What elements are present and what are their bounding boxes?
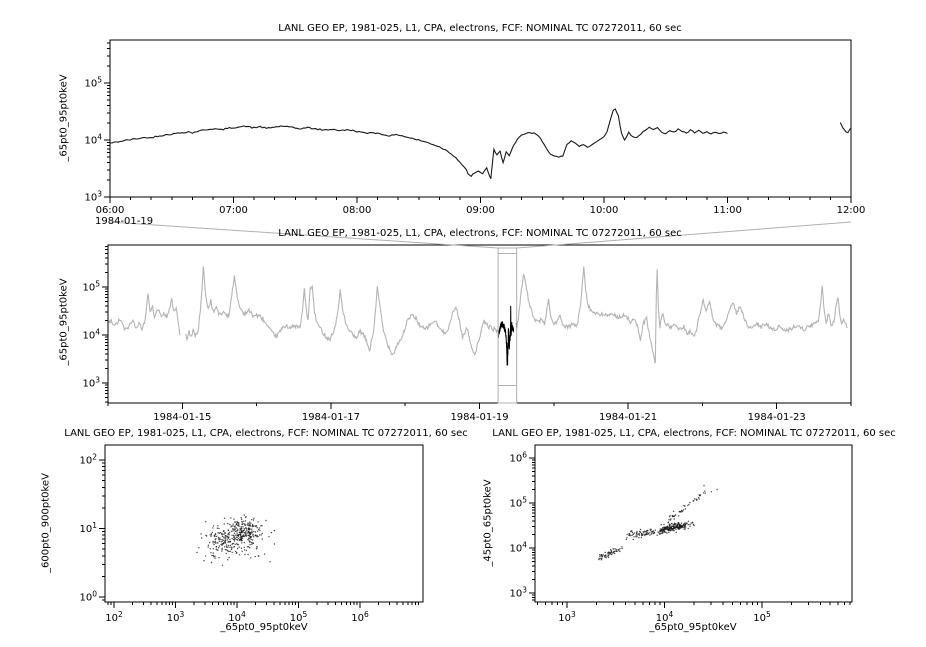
scatter-right-axes — [509, 445, 852, 624]
scatter-right-points — [598, 485, 718, 561]
svg-text:1984-01-17: 1984-01-17 — [301, 412, 360, 423]
svg-text:1984-01-15: 1984-01-15 — [153, 412, 212, 423]
svg-text:100: $10^0$ — [79, 589, 97, 604]
svg-text:104: $10^4$ — [655, 610, 674, 624]
scatter-right-xaxis-label: _65pt0_95pt0keV — [649, 622, 737, 633]
svg-text:10:00: 10:00 — [589, 205, 619, 216]
panel-context-yaxis-label: _65pt0_95pt0keV — [58, 278, 70, 366]
svg-text:106: $10^6$ — [509, 450, 527, 465]
svg-text:103: $10^3$ — [166, 610, 185, 624]
scatter-left-yaxis-label: _600pt0_900pt0keV — [40, 473, 52, 573]
svg-text:103: $10^3$ — [558, 610, 576, 624]
svg-text:11:00: 11:00 — [713, 205, 742, 216]
svg-text:105: $10^5$ — [753, 610, 771, 624]
panel-scatter-left-title: LANL GEO EP, 1981-025, L1, CPA, electrons, FCF: NOMINAL TC 07272011, 60 sec — [64, 428, 468, 439]
top-axis-date-label: 1984-01-19 — [95, 216, 154, 227]
svg-text:101: $10^1$ — [79, 521, 97, 535]
svg-text:106: $10^6$ — [351, 610, 369, 624]
svg-text:105: $10^5$ — [509, 495, 527, 510]
svg-text:103: $10^3$ — [84, 189, 102, 204]
scatter-left-points — [196, 514, 275, 566]
svg-text:102: $10^2$ — [105, 610, 123, 624]
svg-text:07:00: 07:00 — [219, 205, 248, 216]
svg-text:103: $10^3$ — [509, 585, 527, 600]
svg-text:1984-01-19: 1984-01-19 — [450, 412, 509, 423]
svg-text:08:00: 08:00 — [342, 205, 372, 216]
series-top-timeseries — [110, 109, 850, 179]
panel-top-yaxis-label: _65pt0_95pt0keV — [58, 74, 70, 162]
series-context-timeseries — [109, 266, 847, 363]
svg-text:104: $10^4$ — [84, 132, 102, 147]
svg-text:105: $10^5$ — [82, 279, 100, 294]
panel-top-title: LANL GEO EP, 1981-025, L1, CPA, electrons, FCF: NOMINAL TC 07272011, 60 sec — [278, 23, 682, 34]
svg-text:105: $10^5$ — [84, 75, 102, 90]
svg-text:102: $10^2$ — [79, 452, 97, 467]
svg-text:1984-01-23: 1984-01-23 — [747, 412, 806, 423]
svg-text:105: $10^5$ — [289, 610, 308, 624]
scatter-left-xaxis-label: _65pt0_95pt0keV — [220, 622, 308, 633]
svg-text:12:00: 12:00 — [836, 205, 866, 216]
scatter-left-axes — [79, 445, 423, 624]
panel-context-axes — [82, 245, 851, 423]
scatter-right-yaxis-label: _45pt0_65pt0keV — [482, 479, 494, 567]
svg-text:104: $10^4$ — [509, 540, 527, 555]
panel-scatter-right-title: LANL GEO EP, 1981-025, L1, CPA, electrons, FCF: NOMINAL TC 07272011, 60 sec — [492, 428, 896, 439]
svg-text:06:00: 06:00 — [95, 205, 125, 216]
panel-top-axes — [84, 40, 865, 216]
series-context-highlight — [498, 306, 516, 366]
svg-text:1984-01-21: 1984-01-21 — [599, 412, 658, 423]
svg-text:104: $10^4$ — [82, 327, 100, 342]
svg-text:103: $10^3$ — [82, 375, 100, 390]
svg-text:104: $10^4$ — [228, 610, 246, 624]
panel-context-title: LANL GEO EP, 1981-025, L1, CPA, electrons, FCF: NOMINAL TC 07272011, 60 sec — [278, 228, 682, 239]
svg-text:09:00: 09:00 — [466, 205, 495, 216]
